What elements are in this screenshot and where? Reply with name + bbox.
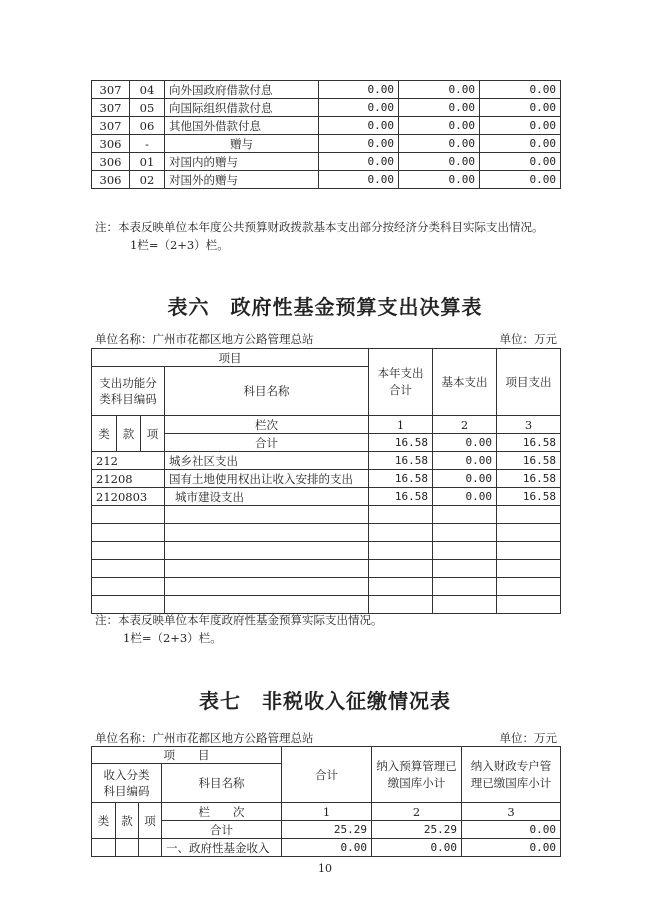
table7-unit-name: 单位名称：广州市花都区地方公路管理总站 [95, 731, 314, 745]
t6-total-v3: 16.58 [497, 434, 561, 452]
t7-row1-xiang [139, 839, 162, 857]
value-2: 0.00 [433, 488, 497, 506]
t7-lanci: 栏 次 [162, 803, 282, 821]
function-code: 212 [92, 452, 165, 470]
empty-cell [497, 560, 561, 578]
kuan-code: 02 [130, 171, 165, 189]
value-1: 0.00 [319, 135, 399, 153]
kuan-code: 01 [130, 153, 165, 171]
t6-total-label: 合计 [165, 434, 369, 452]
table-row [92, 470, 561, 488]
t6-header-project: 项目支出 [497, 349, 561, 416]
empty-row [92, 578, 561, 596]
empty-cell [92, 560, 165, 578]
table-row [92, 171, 561, 189]
function-code: 21208 [92, 470, 165, 488]
empty-cell [92, 506, 165, 524]
value-3: 16.58 [497, 488, 561, 506]
t6-lei: 类 [92, 416, 117, 452]
table-row [92, 81, 561, 99]
empty-cell [433, 542, 497, 560]
t7-row1-v1: 0.00 [282, 839, 372, 857]
class-code: 307 [92, 81, 130, 99]
t7-row1-v2: 0.00 [372, 839, 462, 857]
table7-unit: 单位：万元 [499, 731, 557, 745]
note-table6-line2: 1栏=（2+3）栏。 [123, 631, 222, 645]
kuan-code: 05 [130, 99, 165, 117]
value-2: 0.00 [399, 135, 480, 153]
t7-xiang: 项 [139, 803, 162, 839]
t7-header-code: 收入分类科目编码 [92, 764, 162, 803]
empty-cell [369, 506, 433, 524]
item-name: 国有土地使用权出让收入安排的支出 [165, 470, 369, 488]
t7-total-label: 合计 [162, 821, 282, 839]
value-2: 0.00 [399, 117, 480, 135]
empty-cell [433, 596, 497, 614]
t6-kuan: 款 [117, 416, 141, 452]
note-top [95, 218, 544, 254]
empty-cell [497, 578, 561, 596]
t7-header-budget: 纳入预算管理已缴国库小计 [372, 747, 462, 803]
empty-cell [433, 506, 497, 524]
item-name: 对国内的赠与 [165, 153, 319, 171]
empty-row [92, 542, 561, 560]
t7-kuan: 款 [116, 803, 139, 839]
t7-header-name: 科目名称 [162, 764, 282, 803]
table-row [92, 117, 561, 135]
t7-col3: 3 [462, 803, 561, 821]
table7-title: 表七 非税收入征缴情况表 [199, 689, 451, 713]
t6-xiang: 项 [141, 416, 165, 452]
value-2: 0.00 [399, 99, 480, 117]
page-number: 10 [318, 862, 332, 875]
value-3: 16.58 [497, 470, 561, 488]
note-top-line2: 1栏=（2+3）栏。 [130, 238, 229, 252]
empty-cell [497, 542, 561, 560]
t7-header-total: 合计 [282, 747, 372, 803]
empty-row [92, 506, 561, 524]
note-table6-line1: 注：本表反映单位本年度政府性基金预算实际支出情况。 [95, 613, 383, 627]
empty-cell [92, 578, 165, 596]
empty-cell [165, 578, 369, 596]
class-code: 306 [92, 135, 130, 153]
empty-cell [165, 542, 369, 560]
table-row [92, 488, 561, 506]
item-name: 赠与 [165, 135, 319, 153]
table-row [92, 99, 561, 117]
top-table [91, 80, 561, 189]
t7-col2: 2 [372, 803, 462, 821]
note-top-line1: 注：本表反映单位本年度公共预算财政拨款基本支出部分按经济分类科目实际支出情况。 [95, 220, 544, 234]
table-row [92, 452, 561, 470]
t6-col2: 2 [433, 416, 497, 434]
value-3: 0.00 [480, 135, 561, 153]
t6-header-basic: 基本支出 [433, 349, 497, 416]
value-3: 0.00 [480, 153, 561, 171]
value-1: 0.00 [319, 99, 399, 117]
item-name: 城乡社区支出 [165, 452, 369, 470]
t7-header-special: 纳入财政专户管理已缴国库小计 [462, 747, 561, 803]
table6 [91, 348, 561, 614]
empty-cell [433, 578, 497, 596]
value-1: 16.58 [369, 470, 433, 488]
t6-col3: 3 [497, 416, 561, 434]
empty-cell [497, 524, 561, 542]
value-3: 16.58 [497, 452, 561, 470]
item-name: 向外国政府借款付息 [165, 81, 319, 99]
t6-header-name: 科目名称 [165, 367, 369, 416]
empty-cell [369, 524, 433, 542]
empty-cell [92, 524, 165, 542]
value-3: 0.00 [480, 117, 561, 135]
item-name: 向国际组织借款付息 [165, 99, 319, 117]
empty-cell [433, 524, 497, 542]
t7-lei: 类 [92, 803, 116, 839]
item-name: 城市建设支出 [165, 488, 369, 506]
empty-cell [497, 596, 561, 614]
t6-header-code: 支出功能分类科目编码 [92, 367, 165, 416]
t7-row1-v3: 0.00 [462, 839, 561, 857]
kuan-code: 04 [130, 81, 165, 99]
value-1: 0.00 [319, 153, 399, 171]
value-2: 0.00 [433, 470, 497, 488]
empty-cell [92, 542, 165, 560]
t6-total-v1: 16.58 [369, 434, 433, 452]
t7-row1-lei [92, 839, 116, 857]
function-code: 2120803 [92, 488, 165, 506]
table-row [92, 153, 561, 171]
note-table6 [95, 611, 383, 647]
value-3: 0.00 [480, 171, 561, 189]
t6-lanci: 栏次 [165, 416, 369, 434]
empty-cell [433, 560, 497, 578]
t6-header-total: 本年支出合计 [369, 349, 433, 416]
empty-cell [165, 506, 369, 524]
value-3: 0.00 [480, 81, 561, 99]
empty-cell [165, 560, 369, 578]
value-3: 0.00 [480, 99, 561, 117]
t6-col1: 1 [369, 416, 433, 434]
value-1: 0.00 [319, 81, 399, 99]
table6-unit: 单位：万元 [499, 332, 557, 346]
value-1: 16.58 [369, 452, 433, 470]
value-2: 0.00 [399, 81, 480, 99]
t7-col1: 1 [282, 803, 372, 821]
t6-total-v2: 0.00 [433, 434, 497, 452]
empty-row [92, 560, 561, 578]
class-code: 307 [92, 99, 130, 117]
class-code: 307 [92, 117, 130, 135]
class-code: 306 [92, 171, 130, 189]
table-row [92, 135, 561, 153]
value-2: 0.00 [399, 153, 480, 171]
empty-cell [369, 542, 433, 560]
class-code: 306 [92, 153, 130, 171]
t7-header-item: 项 目 [92, 747, 282, 764]
item-name: 其他国外借款付息 [165, 117, 319, 135]
t7-total-v2: 25.29 [372, 821, 462, 839]
t6-header-item: 项目 [92, 349, 369, 367]
t7-row1-name: 一、政府性基金收入 [162, 839, 282, 857]
kuan-code: 06 [130, 117, 165, 135]
t7-total-v1: 25.29 [282, 821, 372, 839]
empty-cell [165, 524, 369, 542]
value-2: 0.00 [433, 452, 497, 470]
kuan-code: - [130, 135, 165, 153]
value-1: 0.00 [319, 117, 399, 135]
t7-total-v3: 0.00 [462, 821, 561, 839]
empty-cell [497, 506, 561, 524]
value-1: 0.00 [319, 171, 399, 189]
empty-row [92, 524, 561, 542]
empty-cell [369, 560, 433, 578]
table7 [91, 746, 561, 857]
value-1: 16.58 [369, 488, 433, 506]
t7-row1-kuan [116, 839, 139, 857]
value-2: 0.00 [399, 171, 480, 189]
empty-cell [369, 578, 433, 596]
table6-unit-name: 单位名称：广州市花都区地方公路管理总站 [95, 332, 314, 346]
item-name: 对国外的赠与 [165, 171, 319, 189]
table6-title: 表六 政府性基金预算支出决算表 [167, 295, 483, 319]
